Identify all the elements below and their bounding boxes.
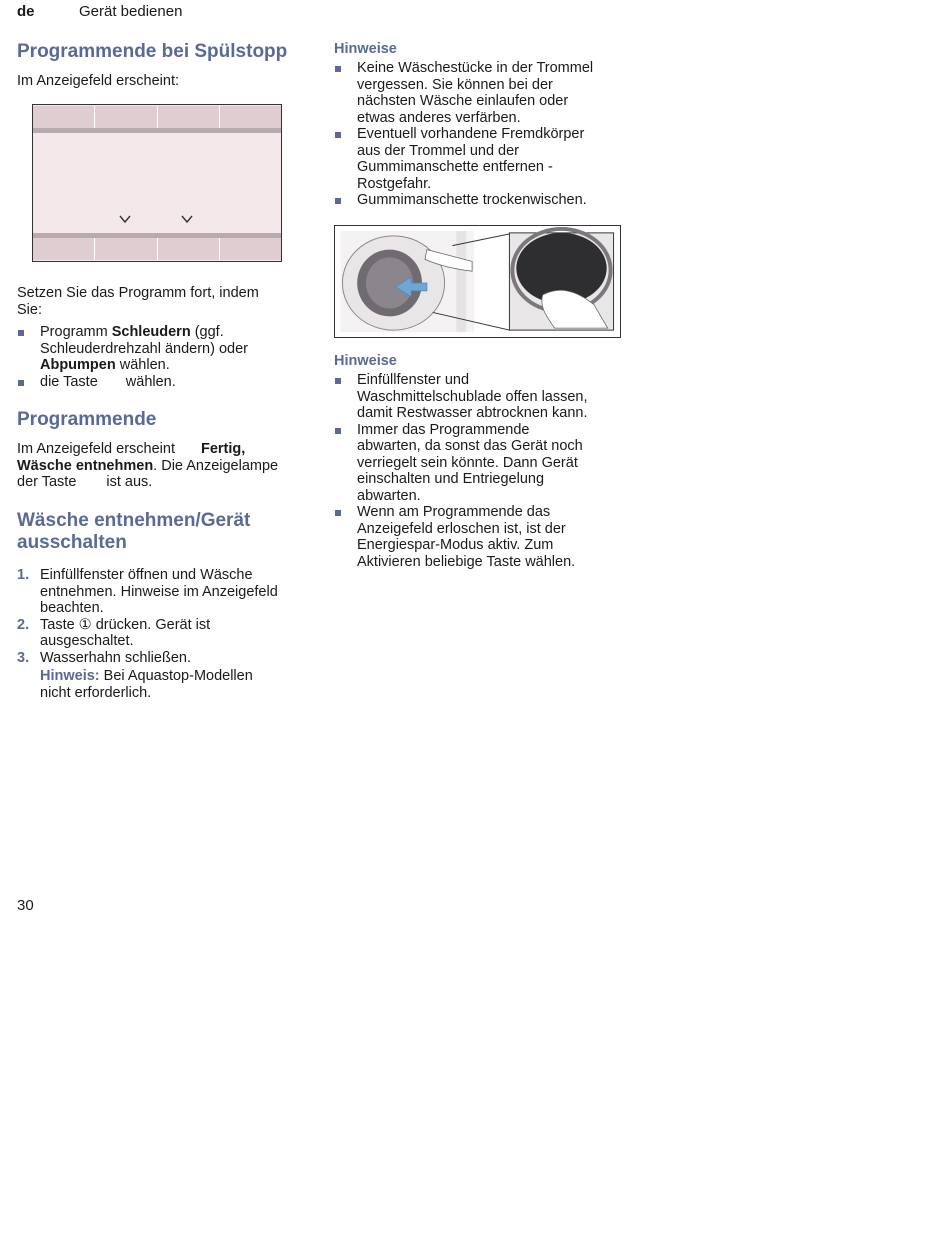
steps-list xyxy=(17,567,312,701)
list-item: Gummimanschette trockenwischen. xyxy=(334,192,634,209)
chevron-down-icon xyxy=(119,213,131,225)
list-item: Immer das Programmende abwarten, da sonst das Gerät noch verriegelt sein könnte. Dann Gerät einschalten und Entriegelung abwarten. xyxy=(334,422,634,505)
list-item: Keine Wäschestücke in der Trommel vergessen. Sie können bei der nächsten Wäsche einlaufen oder etwas anderes verfärben. xyxy=(334,60,634,126)
step-hint: Hinweis: Bei Aquastop-Modellen nicht erforderlich. xyxy=(40,668,253,701)
display-keys-top xyxy=(33,106,281,128)
display-keys-bottom xyxy=(33,238,281,260)
list-item: Wenn am Programmende das Anzeigefeld erloschen ist, ist der Energiespar-Modus aktiv. Zum Aktivieren beliebige Taste wählen. xyxy=(334,504,634,570)
hinweise-heading-2: Hinweise xyxy=(334,353,397,369)
step-item: 3. Wasserhahn schließen. xyxy=(17,649,191,666)
hinweise-heading-1: Hinweise xyxy=(334,41,397,57)
door-illustration xyxy=(334,225,621,338)
page-number: 30 xyxy=(17,897,34,914)
list-item: die Taste wählen. xyxy=(17,374,307,391)
programmende-text: Im Anzeigefeld erscheint Fertig, Wäsche entnehmen. Die Anzeigelampe der Taste ist aus. xyxy=(17,441,279,490)
display-panel xyxy=(32,104,282,262)
list-item: Eventuell vorhandene Fremdkörper aus der Trommel und der Gummimanschette entfernen - Rostgefahr. xyxy=(334,126,634,192)
continue-options-list xyxy=(17,324,307,390)
hinweise-list-1 xyxy=(334,60,634,209)
language-code: de xyxy=(17,3,35,20)
step-item: 1. Einfüllfenster öffnen und Wäsche entnehmen. Hinweise im Anzeigefeld beachten. xyxy=(17,567,278,616)
list-item: Programm Schleudern (ggf. Schleuderdrehzahl ändern) oder Abpumpen wählen. xyxy=(17,324,307,374)
heading-ausschalten: Wäsche entnehmen/Gerät ausschalten xyxy=(17,510,251,553)
section-title: Gerät bedienen xyxy=(79,3,183,20)
heading-spuelstopp: Programmende bei Spülstopp xyxy=(17,41,288,62)
step-item: 2. Taste ① drücken. Gerät ist ausgeschaltet. xyxy=(17,616,211,649)
chevron-down-icon xyxy=(181,213,193,225)
heading-programmende: Programmende xyxy=(17,409,157,430)
hinweise-list-2 xyxy=(334,372,634,570)
continue-intro: Setzen Sie das Programm fort, indem Sie: xyxy=(17,285,259,318)
display-intro: Im Anzeigefeld erscheint: xyxy=(17,73,180,89)
list-item: Einfüllfenster und Waschmittelschublade offen lassen, damit Restwasser abtrocknen kann. xyxy=(334,372,634,422)
